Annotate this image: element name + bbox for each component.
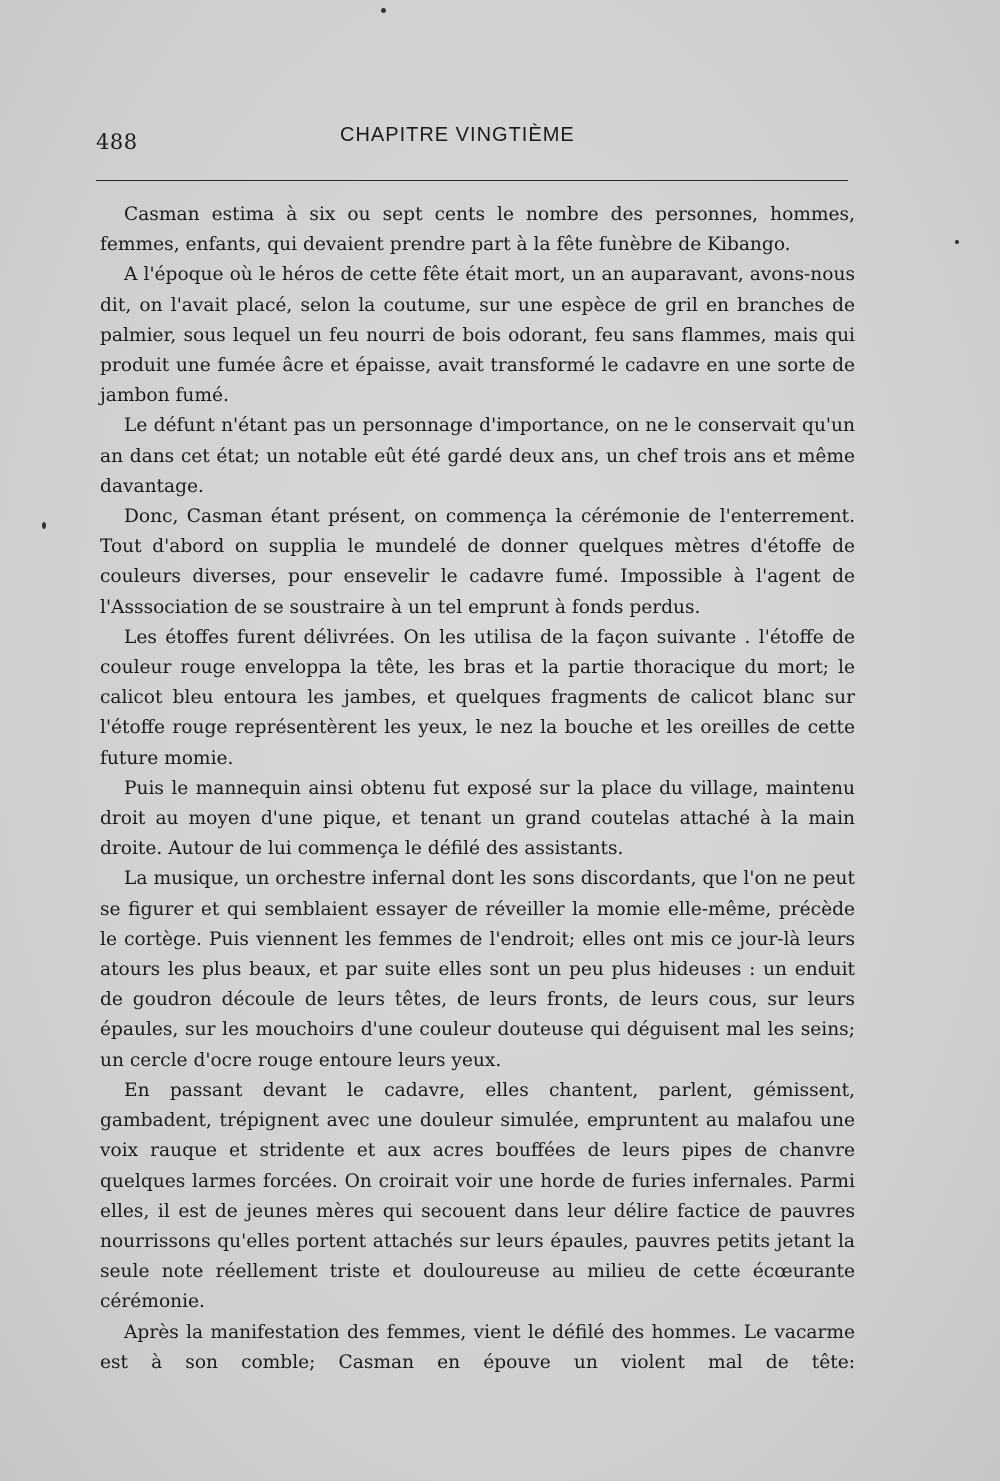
paragraph: A l'époque où le héros de cette fête était mort, un an auparavant, avons-nous dit, on l'avait placé, selon la coutume, sur une espèce de gril en branches de palmier, sous lequel un feu nourri de bois odorant, feu sans flammes, mais qui produit une fumée âcre et épaisse, avait transformé le cadavre en une sorte de jambon fumé. [100, 264, 855, 407]
paragraph: Donc, Casman étant présent, on commença la cérémonie de l'enterrement. Tout d'abord on supplia le mundelé de donner quelques mètres d'étoffe de couleurs diverses, pour ensevelir le cadavre fumé. Impossible à l'agent de l'Asssociation de se soustraire à un tel emprunt à fonds perdus. [100, 506, 855, 618]
paragraph: La musique, un orchestre infernal dont les sons discordants, que l'on ne peut se figurer et qui semblaient essayer de réveiller la momie elle-même, précède le cortège. Puis viennent les femmes de l'endroit; elles ont mis ce jour-là leurs atours les plus beaux, et par suite elles sont un peu plus hideuses : un enduit de goudron découle de leurs têtes, de leurs fronts, de leurs cous, sur leurs épaules, sur les mouchoirs d'une couleur douteuse qui déguisent mal les seins; un cercle d'ocre rouge entoure leurs yeux. [100, 868, 855, 1071]
paragraph: Puis le mannequin ainsi obtenu fut exposé sur la place du village, maintenu droit au moyen d'une pique, et tenant un grand coutelas attaché à la main droite. Autour de lui commença le défilé des assistants. [100, 777, 855, 860]
print-speck [42, 522, 46, 529]
page-number: 488 [96, 130, 138, 154]
paragraph: En passant devant le cadavre, elles chantent, parlent, gémissent, gambadent, trépignent avec une douleur simulée, empruntent au malafou une voix rauque et stridente et aux acres bouffées de leurs pipes de chanvre quelques larmes forcées. On croirait voir une horde de furies infernales. Parmi elles, il est de jeunes mères qui secouent dans leur délire factice de pauvres nourrissons qu'elles portent attachés sur leurs épaules, pauvres petits jetant la seule note réellement triste et douloureuse au milieu de cette écœurante cérémonie. [100, 1079, 855, 1313]
chapter-title: CHAPITRE VINGTIÈME [340, 124, 575, 146]
paragraph: Après la manifestation des femmes, vient le défilé des hommes. Le vacarme est à son comble; Casman en épouve un violent mal de tête: [100, 1321, 855, 1373]
body-text [100, 200, 855, 1378]
print-speck [955, 240, 959, 244]
paragraph: Les étoffes furent délivrées. On les utilisa de la façon suivante . l'étoffe de couleur rouge enveloppa la tête, les bras et la partie thoracique du mort; le calicot bleu entoura les jambes, et quelques fragments de calicot blanc sur l'étoffe rouge représentèrent les yeux, le nez la bouche et les oreilles de cette future momie. [100, 626, 855, 769]
paragraph: Le défunt n'étant pas un personnage d'importance, on ne le conservait qu'un an dans cet état; un notable eût été gardé deux ans, un chef trois ans et même davantage. [100, 415, 855, 497]
paragraph: Casman estima à six ou sept cents le nombre des personnes, hommes, femmes, enfants, qui devaient prendre part à la fête funèbre de Kibango. [100, 204, 855, 256]
print-speck [381, 8, 386, 13]
running-head [96, 120, 848, 160]
header-rule [96, 180, 848, 181]
